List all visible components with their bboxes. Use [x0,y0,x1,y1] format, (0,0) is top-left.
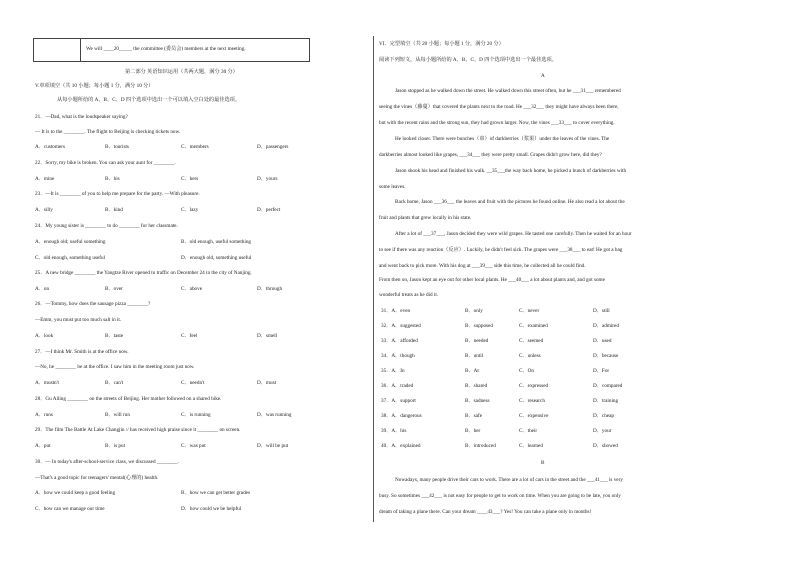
option: D．must [257,380,277,386]
passage-line: darkberries almost looked like grapes, ___34___ they were pretty small. Grapes didn't grow here, did they? [379,152,602,158]
question-stem: 29．The film The Battle At Lake Changjin // has received high praise since it ________ on screen. [35,427,241,433]
option: A．how we could keep a good feeling [35,490,116,496]
option: C．hers [181,176,199,182]
option: A．mine [35,176,55,182]
column-divider [373,36,374,522]
option: B．introduced [465,443,496,449]
passage-line: seeing the vines（藤蔓）that covered the plants next to the road. He ___32___ they might have always been there, [379,104,619,110]
passage-line: but with the recent rains and the strong sun, they had grown larger. Now, the vines ___33___ to cover everything. [379,120,615,126]
passage-line: After a lot of ___37___, Jason decided they were wild grapes. He tasted one carefully. Then he waited for an hour [395,231,632,237]
question-stem: 23．—It is ________ of you to help me prepare for the party. —With pleasure. [35,191,200,197]
option: B．over [105,286,123,292]
option: B．will run [105,412,130,418]
option: B．sadness [465,398,490,404]
option: D．how could we be helpful [181,506,242,512]
option: B．how we can get better grades [181,490,250,496]
option: 35．A．In [381,368,405,374]
option: D．enough old, something useful [181,255,252,261]
option: A．silly [35,207,53,213]
option: D．still [593,308,610,314]
option: A．customers [35,144,65,150]
option: B．only [465,308,483,314]
question-stem: 27．—I think Mr. Smith is at the office now. [35,349,129,355]
option: B．shared [465,383,488,389]
option: B．tourists [105,144,129,150]
option: D．training [593,398,619,404]
question-stem: —Emm, you must put too much salt in it. [35,317,122,323]
question-stem: —That's a good topic for teenagers' mental(心理的) health. [35,475,159,481]
option: C．feel [181,333,198,339]
fill-box-blank-cell [34,39,81,61]
option: D．passengers [257,144,289,150]
part2-title: 第二部分 英语知识运用（共两大题，满分 30 分） [125,69,238,75]
section5-instruction: 从每小题所给的 A、B、C、D 四个选项中选出一个可以填入空白处的最佳选项。 [57,97,241,103]
option: C．seemed [519,338,544,344]
option: 38．A．dangerous [381,413,422,419]
option: B．kind [105,207,123,213]
option: D．perfect [257,207,281,213]
section6-title: VI．完型填空（共 20 小题；每小题 1 分，满分 20 分） [379,41,504,47]
section5-title: V.单项填空（共 10 小题；每小题 1 分，满分 10 分） [35,83,154,89]
option: D．used [593,338,612,344]
passage-line: He looked closer. There were bunches（串）of darkberries（浆果）under the leaves of the vines. The [395,136,610,142]
left-column [33,38,371,512]
option: A．put [35,443,51,449]
question-stem: 24．My young sister is ________ to do ________ for her classmate. [35,223,178,229]
option: B．supposed [465,323,493,329]
option: D．smell [257,333,278,339]
passage-a-label: A [541,73,545,79]
option: B．is put [105,443,126,449]
option: C．lazy [181,207,199,213]
option: C．unless [519,353,541,359]
option: C．old enough, something useful [35,255,106,261]
option: B．taste [105,333,124,339]
option: 33．A．afforded [381,338,418,344]
option: D．showed [593,443,618,449]
option: C．members [181,144,209,150]
option: C．expressed [519,383,549,389]
option: B．his [105,176,120,182]
option: B．can't [105,380,124,386]
option: A．runs [35,412,53,418]
question-stem: 21．—Dad, what is the loudspeaker saying? [35,114,128,120]
question-stem: —No, he ________ be at the office. I saw him in the meeting room just now. [35,364,195,370]
option: C．examined [519,323,548,329]
option: B．old enough, useful something [181,239,252,245]
section6-instruction: 阅读下列短文，从每小题所给的 A、B、C、D 四个选项中选出一个最佳选项。 [379,57,557,63]
option: 36．A．traded [381,383,414,389]
option: D．For [593,368,610,374]
passage-line: dream of taking a plane there. Can your dream ____43___? Yes! You can take a plane only in months! [379,509,592,515]
option: B．needed [465,338,489,344]
question-stem: 22．Sorry, my bike is broken. You can ask your aunt for ________. [35,160,176,166]
option: D．cheap [593,413,615,419]
passage-line: fruit and plants that grew locally in his state. [379,215,472,221]
option: D．compared [593,383,623,389]
option: 40．A．explained [381,443,421,449]
option: D．your [593,428,612,434]
option: B．her [465,428,481,434]
question-stem: 28．Gu Ailing ________ on the streets of Beijing. Her mother followed on a shared bike. [35,396,222,402]
option: D．will be put [257,443,289,449]
passage-line: Back home, Jason ___36___ the leaves and fruit with the pictures he found online. He also read a lot about the [395,199,625,205]
question-stem: — It is to the ________. The flight to Beijing is checking tickets now. [35,129,181,135]
question-stem: 30．— In today's after-school-service class, we discussed ________. [35,459,179,465]
passage-line: to see if there was any reaction（反应）. Luckily, he didn't feel sick. The grapes were ___38___ to eat! He got a bag [379,247,623,253]
option: 39．A．his [381,428,407,434]
option: D．yours [257,176,278,182]
option: A．mustn't [35,380,59,386]
option: C．their [519,428,538,434]
option: A．on [35,286,50,292]
passage-line: Nowadays, many people drive their cars to work. There are a lot of cars in the street and the ___41___ is very [395,477,623,483]
option: D．admired [593,323,619,329]
option: C．On [519,368,534,374]
passage-line: wonderful treats as he did it. [379,292,439,298]
option: D．through [257,286,283,292]
option: D．because [593,353,619,359]
option: D．was running [257,412,292,418]
option: C．was put [181,443,206,449]
option: B．At [465,368,479,374]
option: 31．A．even [381,308,411,314]
option: C．how can we manage our time [35,506,105,512]
question-stem: 25．A new bridge ________ the Yangtze River opened to traffic on December 24 in the city of Nanjing. [35,270,252,276]
option: C．learned [519,443,543,449]
question-stem: 26．—Tommy, how does the sausage pizza ________? [35,301,151,307]
option: C．is running [181,412,211,418]
option: 34．A．though [381,353,415,359]
passage-line: busy. So sometimes ___42___ is not easy for people to get to work on time. When you are going to be late, you only [379,493,621,499]
option: C．never [519,308,540,314]
passage-line: Jason shook his head and finished his walk. __35___the way back home, he picked a bunch of darkberries with [395,168,627,174]
passage-line: some leaves. [379,184,406,190]
passage-line: From then on, Jason kept an eye out for other local plants. He ___40___ a lot about plants and, and got some [379,277,605,283]
passage-line: and went back to pick more. With his dog at ___39___ side this time, he collected all he could find. [379,263,586,269]
option: 37．A．support [381,398,416,404]
fill-sentence: We will ____20_____ the committee (委员会) members at the next meeting. [86,46,246,52]
fill-sentence-box [33,38,310,62]
passage-line: Jason stopped as he walked down the street. He walked down this street often, but he ___31___ remembered [395,88,621,94]
option: B．safe [465,413,482,419]
option: C．needn't [181,380,205,386]
option: C．research [519,398,545,404]
option: A．enough old; useful something [35,239,106,245]
option: A．look [35,333,54,339]
option: 32．A．suggested [381,323,421,329]
option: C．above [181,286,203,292]
option: B．until [465,353,484,359]
passage-b-label: B [541,460,545,466]
option: C．expensive [519,413,549,419]
